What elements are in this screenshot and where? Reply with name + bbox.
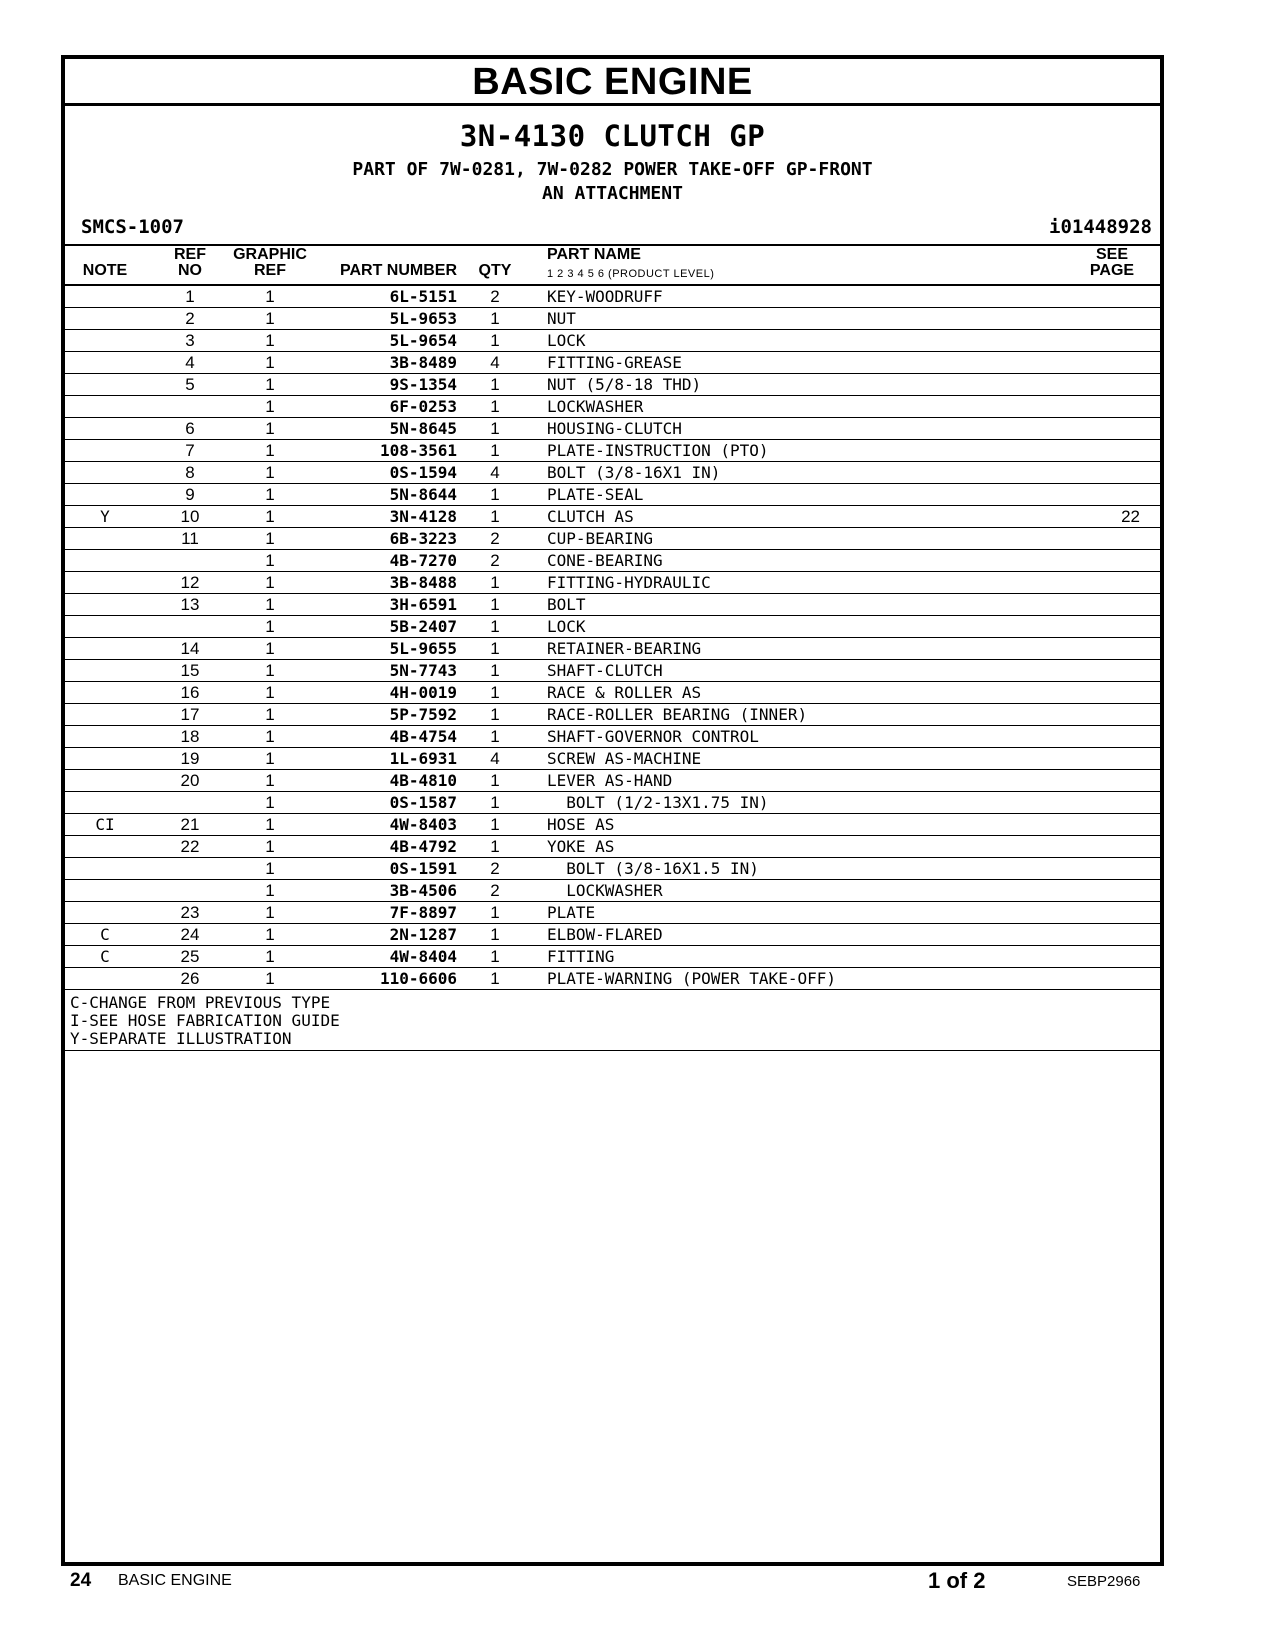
cell-ref-no: 4 xyxy=(185,353,195,372)
cell-graphic-ref: 1 xyxy=(265,683,275,702)
cell-graphic-ref: 1 xyxy=(265,793,275,812)
cell-part-name: ELBOW-FLARED xyxy=(547,925,663,944)
cell-part-number: 3N-4128 xyxy=(389,507,457,526)
table-row xyxy=(65,594,1160,616)
header-qty: QTY xyxy=(478,262,512,279)
cell-qty: 1 xyxy=(490,705,500,724)
note-line: I-SEE HOSE FABRICATION GUIDE xyxy=(70,1011,340,1030)
cell-ref-no: 3 xyxy=(185,331,195,350)
table-row xyxy=(65,880,1160,902)
cell-qty: 1 xyxy=(490,771,500,790)
cell-part-number: 4H-0019 xyxy=(389,683,457,702)
header-graphic-line2: REF xyxy=(254,262,286,279)
cell-part-name: NUT (5/8-18 THD) xyxy=(547,375,702,394)
table-row xyxy=(65,836,1160,858)
cell-ref-no: 26 xyxy=(180,969,200,988)
cell-part-name: FITTING-GREASE xyxy=(547,353,682,372)
header-part-name-label: PART NAME xyxy=(547,246,641,263)
table-header xyxy=(65,244,1160,286)
cell-part-name: HOUSING-CLUTCH xyxy=(547,419,682,438)
cell-ref-no: 2 xyxy=(185,309,195,328)
cell-part-number: 5P-7592 xyxy=(389,705,457,724)
cell-graphic-ref: 1 xyxy=(265,815,275,834)
cell-see-page: 22 xyxy=(1121,507,1140,526)
cell-ref-no: 21 xyxy=(180,815,200,834)
cell-ref-no: 10 xyxy=(180,507,200,526)
header-see-line1: SEE xyxy=(1095,246,1128,263)
cell-qty: 2 xyxy=(490,529,500,548)
header-ref-line2: NO xyxy=(178,262,202,279)
page-frame xyxy=(61,55,1164,1566)
cell-part-name: CONE-BEARING xyxy=(547,551,663,570)
cell-note: C xyxy=(100,925,110,944)
table-row xyxy=(65,792,1160,814)
cell-graphic-ref: 1 xyxy=(265,705,275,724)
cell-ref-no: 13 xyxy=(180,595,200,614)
cell-qty: 1 xyxy=(490,683,500,702)
note-line: C-CHANGE FROM PREVIOUS TYPE xyxy=(70,993,331,1012)
table-row xyxy=(65,770,1160,792)
cell-qty: 2 xyxy=(490,287,500,306)
cell-part-name: PLATE-SEAL xyxy=(547,485,644,504)
cell-graphic-ref: 1 xyxy=(265,397,275,416)
cell-part-number: 108-3561 xyxy=(379,441,457,460)
cell-qty: 1 xyxy=(490,595,500,614)
cell-part-number: 2N-1287 xyxy=(389,925,457,944)
cell-part-number: 5L-9654 xyxy=(389,331,457,350)
cell-part-name: LEVER AS-HAND xyxy=(547,771,673,790)
page-footer xyxy=(0,1568,1275,1598)
cell-graphic-ref: 1 xyxy=(265,331,275,350)
cell-qty: 1 xyxy=(490,331,500,350)
cell-ref-no: 22 xyxy=(180,837,200,856)
cell-ref-no: 11 xyxy=(181,529,199,548)
cell-qty: 1 xyxy=(490,969,500,988)
cell-note: CI xyxy=(95,815,115,834)
cell-part-number: 5L-9653 xyxy=(389,309,457,328)
cell-part-number: 5B-2407 xyxy=(389,617,457,636)
smcs-code: SMCS-1007 xyxy=(81,216,184,238)
cell-part-number: 5L-9655 xyxy=(389,639,457,658)
cell-qty: 1 xyxy=(490,727,500,746)
table-row xyxy=(65,814,1160,836)
table-row xyxy=(65,968,1160,990)
cell-qty: 1 xyxy=(490,573,500,592)
table-row xyxy=(65,286,1160,308)
footer-doc-code: SEBP2966 xyxy=(1067,1573,1141,1590)
cell-part-number: 6L-5151 xyxy=(389,287,457,306)
cell-part-name: PLATE-INSTRUCTION (PTO) xyxy=(547,441,769,460)
cell-graphic-ref: 1 xyxy=(265,551,275,570)
cell-graphic-ref: 1 xyxy=(265,573,275,592)
cell-part-number: 6F-0253 xyxy=(389,397,457,416)
cell-ref-no: 8 xyxy=(185,463,195,482)
cell-graphic-ref: 1 xyxy=(265,507,275,526)
cell-ref-no: 16 xyxy=(180,683,200,702)
cell-part-name: NUT xyxy=(547,309,576,328)
cell-part-name: LOCKWASHER xyxy=(547,881,663,900)
header-graphic-line1: GRAPHIC xyxy=(233,246,307,263)
cell-qty: 1 xyxy=(490,617,500,636)
cell-qty: 1 xyxy=(490,507,500,526)
cell-part-name: LOCK xyxy=(547,331,586,350)
cell-ref-no: 6 xyxy=(185,419,195,438)
cell-graphic-ref: 1 xyxy=(265,419,275,438)
table-row xyxy=(65,660,1160,682)
cell-ref-no: 9 xyxy=(185,485,195,504)
header-product-levels: 1 2 3 4 5 6 (PRODUCT LEVEL) xyxy=(547,268,715,280)
cell-part-name: HOSE AS xyxy=(547,815,615,834)
cell-graphic-ref: 1 xyxy=(265,375,275,394)
cell-part-name: RACE-ROLLER BEARING (INNER) xyxy=(547,705,808,724)
cell-qty: 2 xyxy=(490,859,500,878)
table-row xyxy=(65,858,1160,880)
cell-part-name: RACE & ROLLER AS xyxy=(547,683,702,702)
cell-qty: 2 xyxy=(490,881,500,900)
subtitle-attachment: AN ATTACHMENT xyxy=(542,183,683,204)
cell-part-name: BOLT (1/2-13X1.75 IN) xyxy=(547,793,769,812)
cell-qty: 1 xyxy=(490,903,500,922)
cell-part-name: YOKE AS xyxy=(547,837,615,856)
cell-part-name: PLATE xyxy=(547,903,596,922)
cell-graphic-ref: 1 xyxy=(265,727,275,746)
cell-part-name: BOLT (3/8-16X1.5 IN) xyxy=(547,859,759,878)
cell-qty: 1 xyxy=(490,419,500,438)
header-part-name xyxy=(547,247,947,282)
cell-part-number: 7F-8897 xyxy=(389,903,457,922)
cell-qty: 1 xyxy=(490,837,500,856)
cell-part-name: SHAFT-CLUTCH xyxy=(547,661,663,680)
cell-ref-no: 19 xyxy=(180,749,200,768)
table-row xyxy=(65,418,1160,440)
header-ref-line1: REF xyxy=(174,246,206,263)
cell-qty: 2 xyxy=(490,551,500,570)
cell-ref-no: 20 xyxy=(180,771,200,790)
cell-qty: 4 xyxy=(490,749,500,768)
cell-graphic-ref: 1 xyxy=(265,353,275,372)
table-row xyxy=(65,924,1160,946)
cell-qty: 1 xyxy=(490,375,500,394)
header-see-page xyxy=(1082,247,1142,279)
cell-ref-no: 25 xyxy=(180,947,200,966)
cell-ref-no: 7 xyxy=(185,441,195,460)
cell-graphic-ref: 1 xyxy=(265,969,275,988)
table-row xyxy=(65,726,1160,748)
cell-part-number: 9S-1354 xyxy=(389,375,457,394)
group-title: 3N-4130 CLUTCH GP xyxy=(459,119,766,153)
cell-qty: 1 xyxy=(490,397,500,416)
cell-part-number: 4B-4810 xyxy=(389,771,457,790)
cell-qty: 4 xyxy=(490,463,500,482)
cell-graphic-ref: 1 xyxy=(265,639,275,658)
header-see-line2: PAGE xyxy=(1089,262,1135,279)
cell-qty: 1 xyxy=(490,793,500,812)
table-row xyxy=(65,946,1160,968)
cell-part-number: 3B-4506 xyxy=(389,881,457,900)
cell-graphic-ref: 1 xyxy=(265,595,275,614)
table-row xyxy=(65,308,1160,330)
notes-legend xyxy=(65,990,1160,1051)
cell-part-name: LOCKWASHER xyxy=(547,397,644,416)
cell-ref-no: 24 xyxy=(180,925,200,944)
table-row xyxy=(65,748,1160,770)
subtitle-part-of: PART OF 7W-0281, 7W-0282 POWER TAKE-OFF GP-FRONT xyxy=(352,159,873,180)
cell-graphic-ref: 1 xyxy=(265,661,275,680)
cell-ref-no: 17 xyxy=(180,705,200,724)
cell-part-name: BOLT (3/8-16X1 IN) xyxy=(547,463,721,482)
table-row xyxy=(65,506,1160,528)
cell-part-name: FITTING-HYDRAULIC xyxy=(547,573,711,592)
cell-graphic-ref: 1 xyxy=(265,837,275,856)
cell-part-number: 4B-4754 xyxy=(389,727,457,746)
table-row xyxy=(65,704,1160,726)
cell-part-number: 4B-4792 xyxy=(389,837,457,856)
cell-part-number: 5N-8644 xyxy=(389,485,457,504)
cell-ref-no: 14 xyxy=(180,639,200,658)
cell-part-name: CLUTCH AS xyxy=(547,507,634,526)
cell-graphic-ref: 1 xyxy=(265,881,275,900)
note-line: Y-SEPARATE ILLUSTRATION xyxy=(70,1029,292,1048)
cell-graphic-ref: 1 xyxy=(265,441,275,460)
header-note: NOTE xyxy=(82,262,128,279)
header-ref-no xyxy=(160,247,220,279)
cell-part-number: 4W-8403 xyxy=(389,815,457,834)
meta-row xyxy=(65,216,1160,244)
cell-qty: 1 xyxy=(490,309,500,328)
cell-qty: 1 xyxy=(490,639,500,658)
table-row xyxy=(65,528,1160,550)
cell-part-number: 1L-6931 xyxy=(389,749,457,768)
cell-part-name: CUP-BEARING xyxy=(547,529,653,548)
cell-graphic-ref: 1 xyxy=(265,859,275,878)
cell-note: C xyxy=(100,947,110,966)
cell-note: Y xyxy=(100,507,110,526)
table-row xyxy=(65,484,1160,506)
header-part-number: PART NUMBER xyxy=(339,262,457,279)
table-row xyxy=(65,902,1160,924)
cell-qty: 4 xyxy=(490,353,500,372)
table-row xyxy=(65,550,1160,572)
cell-graphic-ref: 1 xyxy=(265,529,275,548)
cell-part-name: BOLT xyxy=(547,595,586,614)
cell-qty: 1 xyxy=(490,925,500,944)
footer-page-number: 24 xyxy=(70,1570,92,1591)
cell-ref-no: 23 xyxy=(180,903,200,922)
cell-part-number: 6B-3223 xyxy=(389,529,457,548)
cell-graphic-ref: 1 xyxy=(265,617,275,636)
cell-graphic-ref: 1 xyxy=(265,903,275,922)
cell-part-number: 3B-8489 xyxy=(389,353,457,372)
cell-part-name: FITTING xyxy=(547,947,615,966)
table-row xyxy=(65,440,1160,462)
cell-qty: 1 xyxy=(490,815,500,834)
cell-part-number: 5N-8645 xyxy=(389,419,457,438)
cell-part-name: LOCK xyxy=(547,617,586,636)
footer-page-of: 1 of 2 xyxy=(928,1568,986,1593)
footer-section: BASIC ENGINE xyxy=(118,1572,232,1589)
cell-graphic-ref: 1 xyxy=(265,749,275,768)
cell-part-number: 0S-1594 xyxy=(389,463,457,482)
table-row xyxy=(65,396,1160,418)
cell-part-name: KEY-WOODRUFF xyxy=(547,287,663,306)
cell-part-name: PLATE-WARNING (POWER TAKE-OFF) xyxy=(547,969,836,988)
cell-part-number: 110-6606 xyxy=(379,969,457,988)
header-graphic-ref xyxy=(225,247,315,279)
table-row xyxy=(65,682,1160,704)
cell-qty: 1 xyxy=(490,661,500,680)
cell-part-name: SCREW AS-MACHINE xyxy=(547,749,702,768)
cell-part-number: 3B-8488 xyxy=(389,573,457,592)
cell-qty: 1 xyxy=(490,485,500,504)
cell-graphic-ref: 1 xyxy=(265,309,275,328)
cell-qty: 1 xyxy=(490,947,500,966)
cell-qty: 1 xyxy=(490,441,500,460)
cell-graphic-ref: 1 xyxy=(265,287,275,306)
cell-ref-no: 5 xyxy=(185,375,195,394)
table-row xyxy=(65,330,1160,352)
cell-ref-no: 15 xyxy=(180,661,200,680)
cell-graphic-ref: 1 xyxy=(265,947,275,966)
table-row xyxy=(65,374,1160,396)
cell-part-number: 0S-1591 xyxy=(389,859,457,878)
cell-graphic-ref: 1 xyxy=(265,925,275,944)
cell-part-number: 0S-1587 xyxy=(389,793,457,812)
table-row xyxy=(65,638,1160,660)
section-title: BASIC ENGINE xyxy=(65,59,1160,106)
table-row xyxy=(65,616,1160,638)
cell-ref-no: 12 xyxy=(180,573,200,592)
table-row xyxy=(65,462,1160,484)
cell-part-number: 3H-6591 xyxy=(389,595,457,614)
cell-part-number: 4B-7270 xyxy=(389,551,457,570)
cell-part-number: 5N-7743 xyxy=(389,661,457,680)
table-row xyxy=(65,572,1160,594)
cell-part-name: RETAINER-BEARING xyxy=(547,639,702,658)
cell-graphic-ref: 1 xyxy=(265,771,275,790)
cell-part-name: SHAFT-GOVERNOR CONTROL xyxy=(547,727,759,746)
cell-graphic-ref: 1 xyxy=(265,463,275,482)
cell-ref-no: 18 xyxy=(180,727,200,746)
document-id: i01448928 xyxy=(1049,216,1152,238)
cell-ref-no: 1 xyxy=(185,287,195,306)
parts-table-body xyxy=(65,286,1160,990)
table-row xyxy=(65,352,1160,374)
cell-part-number: 4W-8404 xyxy=(389,947,457,966)
cell-graphic-ref: 1 xyxy=(265,485,275,504)
